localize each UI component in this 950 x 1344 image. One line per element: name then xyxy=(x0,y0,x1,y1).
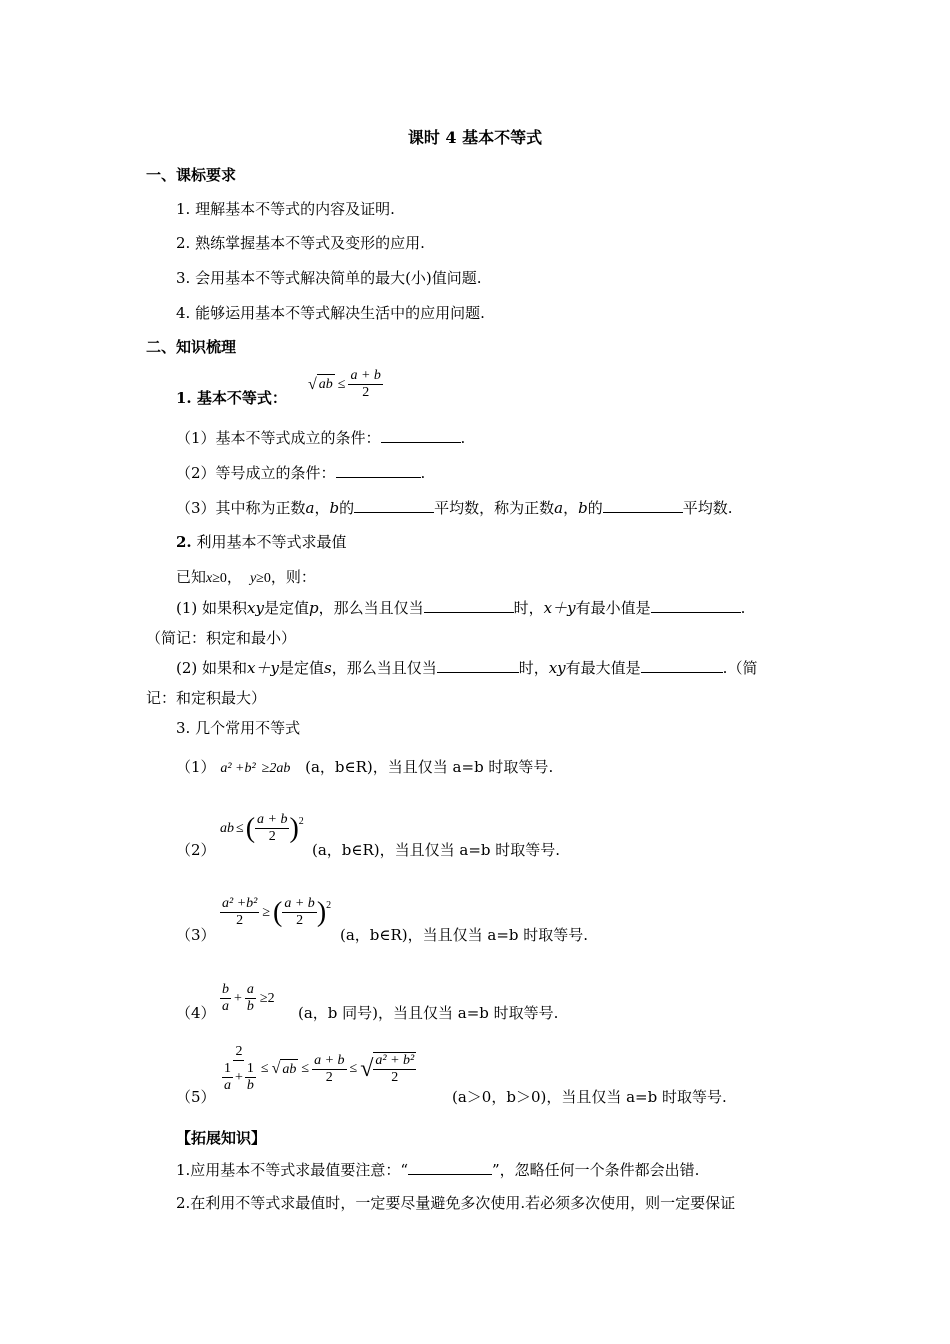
inequality-4-index: （4） xyxy=(176,1004,216,1022)
answer-blank xyxy=(354,498,434,513)
inequality-1: （1） a² +b² ≥2ab (a，b∈R)，当且仅当 a=b 时取等号. xyxy=(176,758,554,776)
common-inequalities-heading: 3. 几个常用不等式 xyxy=(176,719,301,737)
requirement-item: 4. 能够运用基本不等式解决生活中的应用问题. xyxy=(176,304,485,322)
condition-3: （3）其中称为正数a，b的 平均数，称为正数a，b的 平均数. xyxy=(176,499,733,517)
answer-blank xyxy=(408,1160,492,1175)
inequality-5-formula: 2 $\frac{1}{a}$ + $\frac{1}{b}$ ≤ √ ab ≤ $\frac{a + b}{2}$ ≤ √ $\frac{\text{a² + b²}}{2}$ xyxy=(224,1044,415,1093)
answer-blank xyxy=(336,463,421,478)
case-sum: (2) 如果和x＋y是定值s，那么当且仅当 时，xy有最大值是 .（简 xyxy=(176,659,758,677)
case-product: (1) 如果积xy是定值p，那么当且仅当 时，x＋y有最小值是 . xyxy=(176,599,746,617)
answer-blank xyxy=(437,658,519,673)
extended-knowledge-heading: 【拓展知识】 xyxy=(176,1129,267,1147)
basic-inequality-formula: √ ab ≤ $\frac{a + b}{2}$ xyxy=(308,368,381,400)
requirement-item: 3. 会用基本不等式解决简单的最大(小)值问题. xyxy=(176,269,482,287)
extremes-heading: 2. 利用基本不等式求最值 xyxy=(176,533,347,551)
inequality-2-formula: ab ≤ ( $\frac{a + b}{2}$ ) $^2$ xyxy=(220,812,304,844)
inequality-4-condition: (a，b 同号)，当且仅当 a=b 时取等号. xyxy=(298,1004,559,1022)
given-line: 已知x≥0， y≥0，则： xyxy=(176,568,316,586)
inequality-4-formula: $\frac{b}{a}$ + $\frac{a}{b}$ ≥ 2 xyxy=(222,982,275,1014)
inequality-3-formula: $\frac{\text{a² +b²}}{2}$ ≥ ( $\frac{a + b}{2}$ ) $^2$ xyxy=(222,896,332,928)
answer-blank xyxy=(381,428,461,443)
inequality-5-index: （5） xyxy=(176,1088,216,1106)
inequality-3-index: （3） xyxy=(176,926,216,944)
inequality-2-index: （2） xyxy=(176,841,216,859)
inequality-5-condition: (a＞0，b＞0)，当且仅当 a=b 时取等号. xyxy=(452,1088,727,1106)
extended-item-2: 2.在利用不等式求最值时，一定要尽量避免多次使用.若必须多次使用，则一定要保证 xyxy=(176,1194,736,1212)
section-heading-requirements: 一、课标要求 xyxy=(146,166,237,184)
case-product-note: （简记：积定和最小） xyxy=(146,629,297,647)
condition-1: （1）基本不等式成立的条件： . xyxy=(176,429,466,447)
requirement-item: 1. 理解基本不等式的内容及证明. xyxy=(176,200,395,218)
inequality-2-condition: (a，b∈R)，当且仅当 a=b 时取等号. xyxy=(312,841,561,859)
page-title: 课时 4 基本不等式 xyxy=(407,128,543,147)
answer-blank xyxy=(424,598,514,613)
case-sum-note: 记：和定积最大） xyxy=(146,689,267,707)
basic-inequality-label: 1. 基本不等式： xyxy=(176,389,287,407)
section-heading-knowledge: 二、知识梳理 xyxy=(146,338,237,356)
answer-blank xyxy=(651,598,741,613)
condition-2: （2）等号成立的条件： . xyxy=(176,464,426,482)
requirement-item: 2. 熟练掌握基本不等式及变形的应用. xyxy=(176,234,425,252)
extended-item-1: 1.应用基本不等式求最值要注意：“ ”，忽略任何一个条件都会出错. xyxy=(176,1161,700,1179)
inequality-3-condition: (a，b∈R)，当且仅当 a=b 时取等号. xyxy=(340,926,589,944)
answer-blank xyxy=(641,658,723,673)
answer-blank xyxy=(603,498,683,513)
